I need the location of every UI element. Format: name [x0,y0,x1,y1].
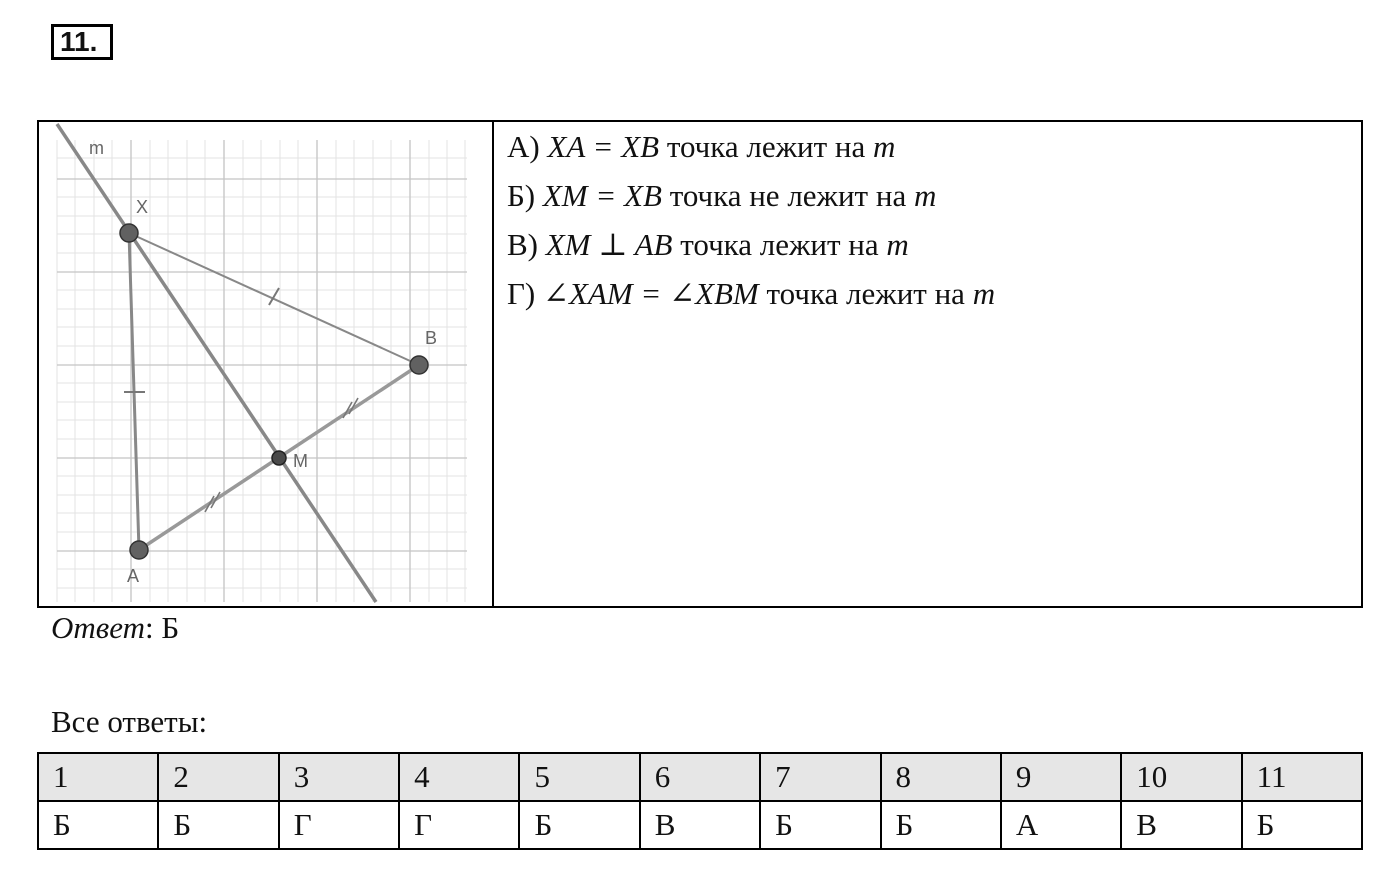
option-variable: m [886,227,909,262]
point-m [272,451,286,465]
answer-value: Б [161,610,180,645]
answer-number: 10 [1121,753,1241,801]
option-expression: ∠XAM = ∠XBM [543,276,759,311]
answer-cell: Б [1242,801,1362,849]
option-b [507,171,1357,220]
answer-number: 5 [519,753,639,801]
option-letter: Г) [507,276,536,311]
label-a: A [127,566,140,586]
geometry-figure-cell [39,122,494,606]
option-letter: Б) [507,178,536,213]
answers-value-row [38,801,1362,849]
answer-cell: Б [158,801,278,849]
label-line-m: m [89,138,104,158]
all-answers-table [37,752,1363,850]
label-b: B [425,328,438,348]
grid-major [57,140,467,602]
grid [57,140,467,602]
answers-number-row [38,753,1362,801]
line-m [57,124,376,602]
label-m-point: M [293,451,308,471]
option-v [507,220,1357,269]
answer-line [51,610,179,646]
answer-cell: Б [38,801,158,849]
label-x: X [136,197,149,217]
answer-cell: А [1001,801,1121,849]
point-a [130,541,148,559]
option-a [507,122,1357,171]
option-text: точка не лежит на [669,178,907,213]
answer-number: 6 [640,753,760,801]
answer-cell: Б [881,801,1001,849]
task-number-box [51,24,113,60]
all-answers-title: Все ответы: [51,704,208,739]
option-text: точка лежит на [666,129,866,164]
answer-number: 4 [399,753,519,801]
point-b [410,356,428,374]
answer-label: Ответ [51,610,145,645]
answer-number: 9 [1001,753,1121,801]
option-letter: А) [507,129,540,164]
option-g [507,269,1357,318]
answer-cell: Б [519,801,639,849]
option-expression: XM = XB [542,178,662,213]
answer-cell: В [640,801,760,849]
answer-cell: Г [399,801,519,849]
answer-options [507,122,1357,318]
answer-number: 3 [279,753,399,801]
answer-separator: : [144,610,154,645]
option-variable: m [972,276,996,311]
task-number-dot: . [89,26,98,57]
task-table [37,120,1363,608]
answer-number: 8 [881,753,1001,801]
answer-number: 11 [1242,753,1362,801]
geometry-figure [39,122,492,606]
answer-number: 2 [158,753,278,801]
answer-number: 1 [38,753,158,801]
option-letter: В) [507,227,538,262]
option-variable: m [913,178,937,213]
answer-number: 7 [760,753,880,801]
answer-cell: Б [760,801,880,849]
option-expression: XA = XB [547,129,660,164]
task-number: 11 [60,26,90,57]
option-text: точка лежит на [766,276,965,311]
option-expression: XM ⊥ AB [545,227,673,262]
answer-cell: Г [279,801,399,849]
option-variable: m [873,129,896,164]
answer-cell: В [1121,801,1241,849]
option-text: точка лежит на [680,227,879,262]
point-x [120,224,138,242]
